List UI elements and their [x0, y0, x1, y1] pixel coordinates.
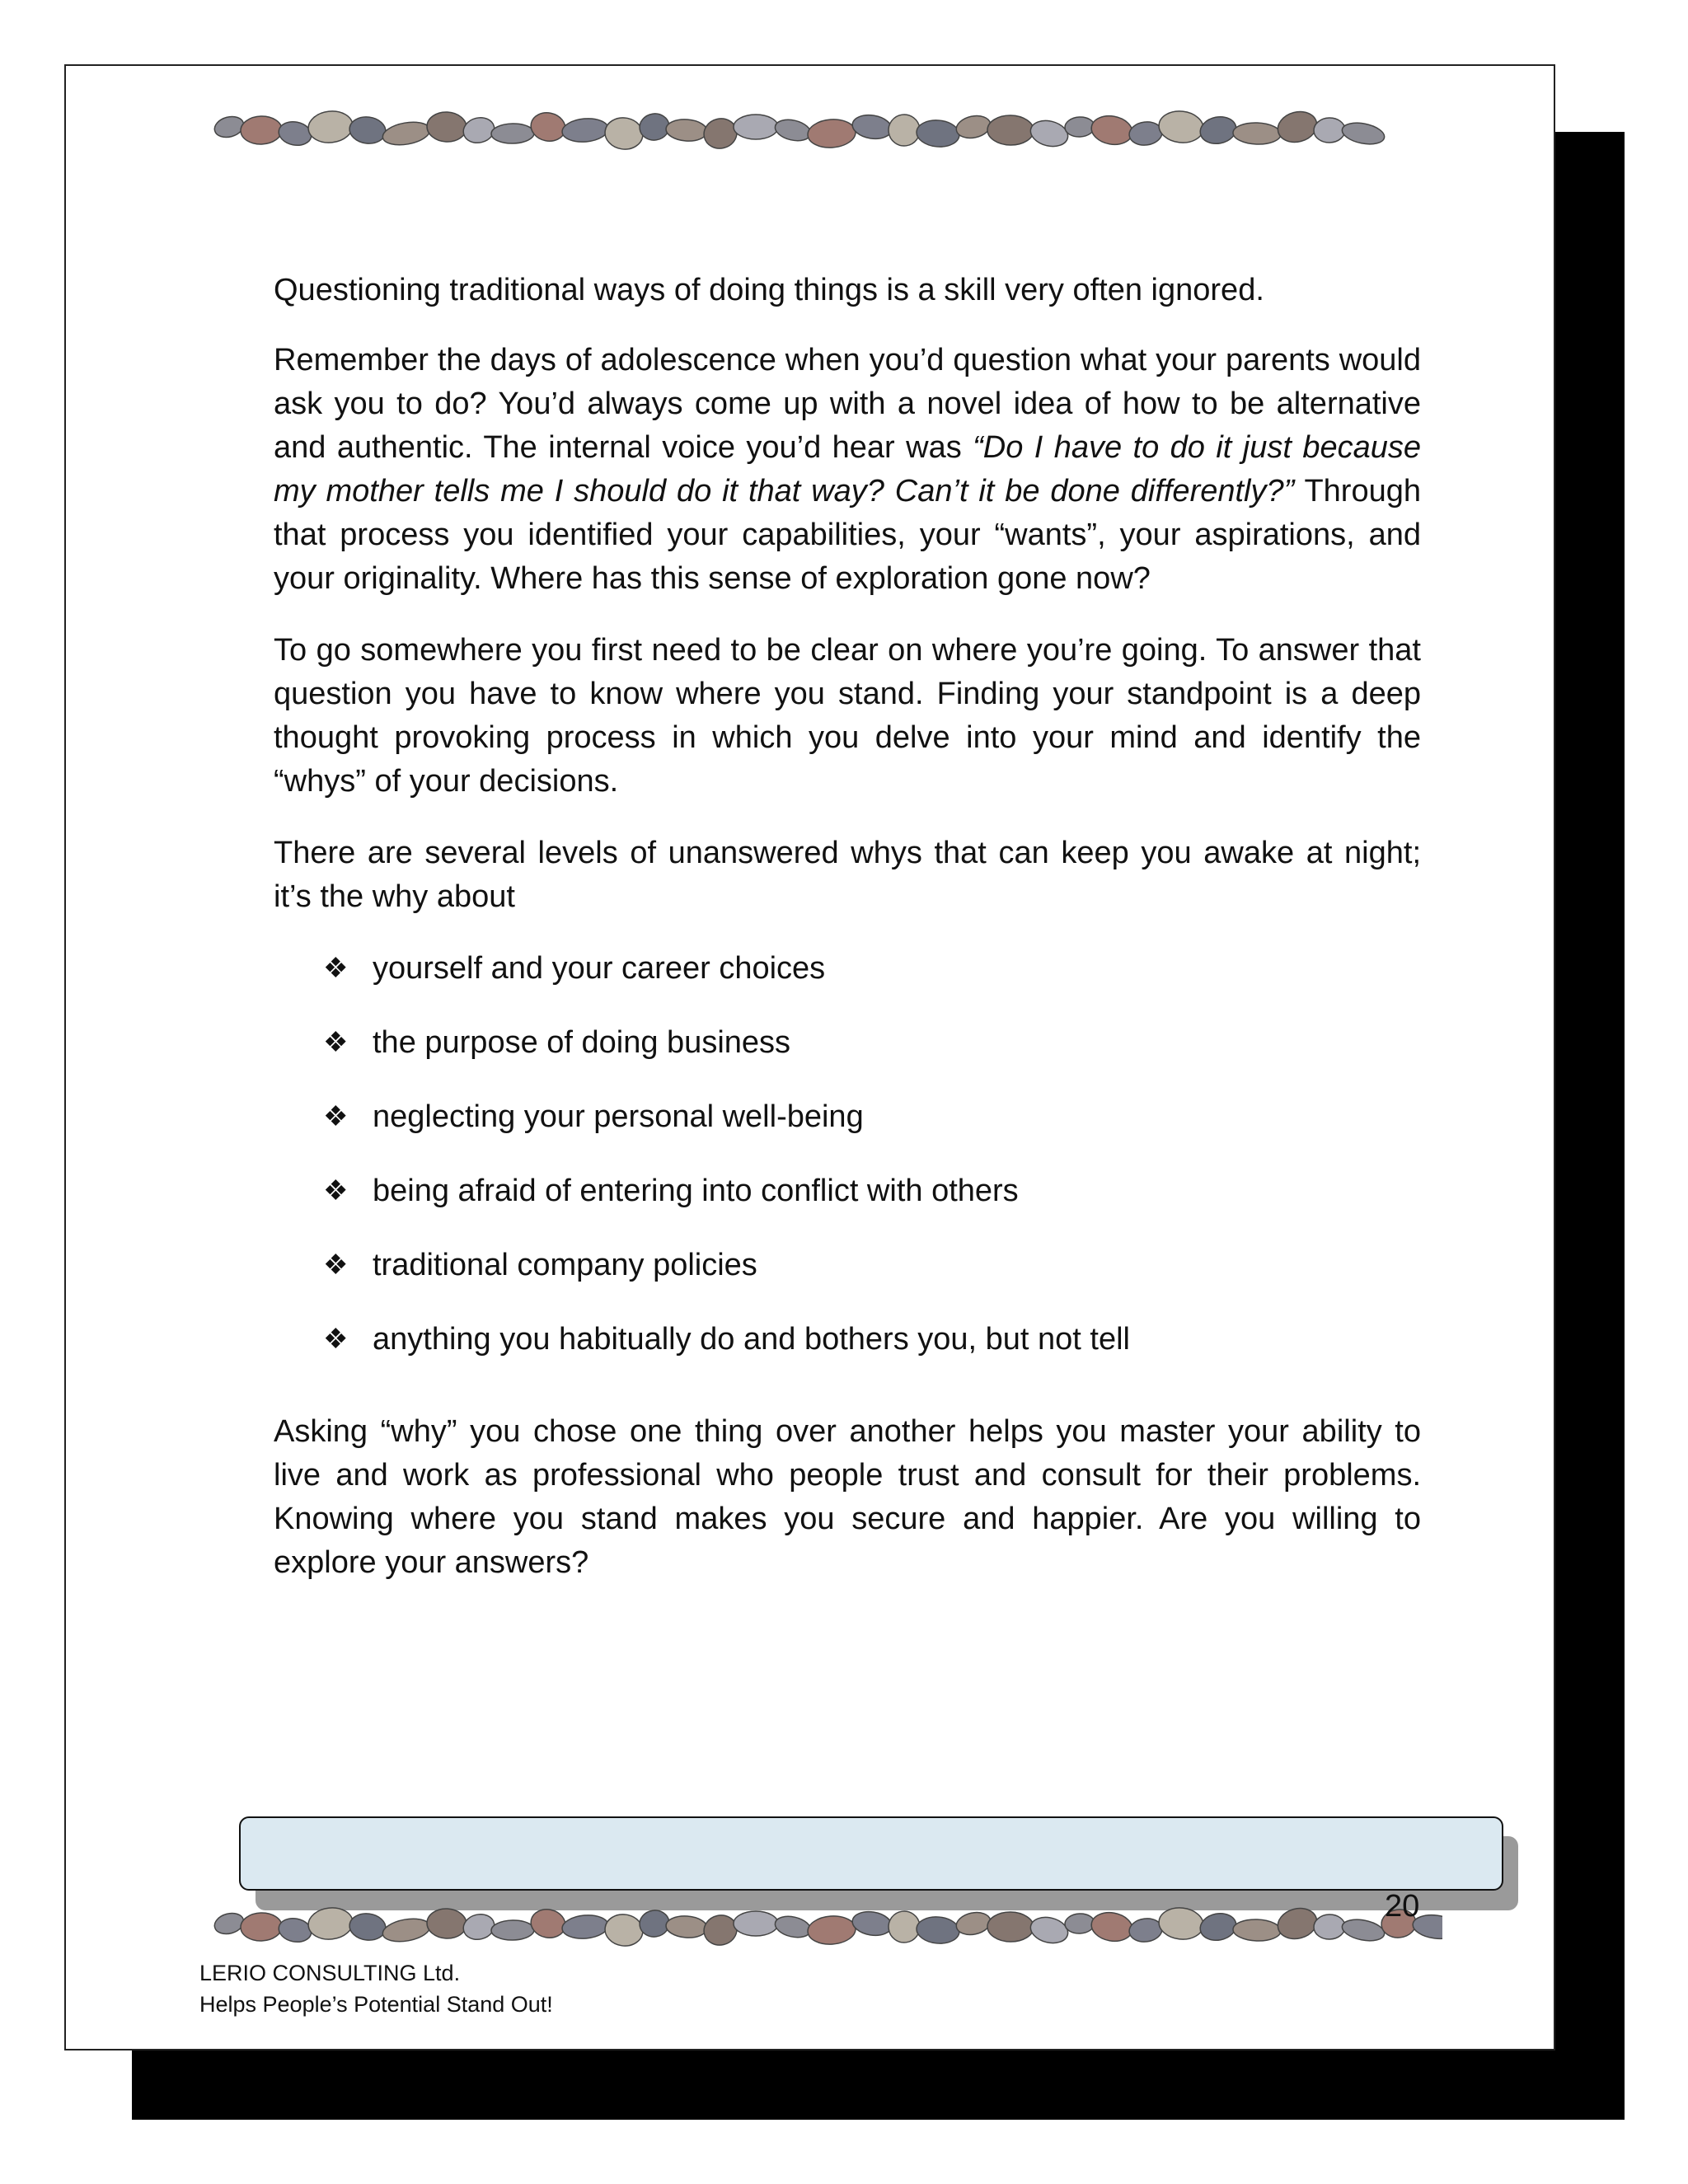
pebble [277, 119, 314, 148]
pebble [528, 110, 568, 144]
list-item-text: anything you habitually do and bothers you, but not tell [373, 1322, 1130, 1357]
pebble [240, 115, 282, 145]
pebble [851, 1909, 893, 1938]
pebble [426, 1908, 467, 1939]
footer-box [239, 1816, 1503, 1891]
pebble [734, 1911, 778, 1936]
paragraph-4: There are several levels of unanswered whys that can keep you awake at night; it’s the why about [274, 836, 1421, 914]
pebble [1064, 1913, 1095, 1934]
list-item [274, 1169, 1421, 1244]
pebble [954, 113, 992, 141]
body-text [274, 269, 1421, 1613]
pebble [528, 1906, 568, 1941]
pebble [1313, 117, 1345, 143]
pebble [665, 118, 708, 142]
pebble [987, 115, 1034, 146]
pebble [1198, 1910, 1238, 1943]
company-name: LERIO CONSULTING Ltd. [199, 1961, 461, 1985]
pebble [773, 116, 813, 143]
pebble [1340, 120, 1386, 147]
pebble [561, 1914, 609, 1941]
pebble [1028, 1914, 1071, 1947]
diamond-bullet-icon: ❖ [323, 1249, 349, 1281]
document-page [64, 64, 1555, 2050]
pebble [277, 1915, 314, 1944]
pebble [348, 1911, 387, 1942]
pebble [491, 124, 534, 144]
pebble [461, 115, 497, 146]
pebble [426, 111, 467, 143]
pebble [916, 119, 961, 148]
pebble [987, 1912, 1034, 1943]
pebble [307, 1905, 354, 1941]
pebble [1198, 114, 1238, 147]
pebble [1157, 1905, 1205, 1941]
pebble [1274, 1904, 1320, 1943]
list-item [274, 1021, 1421, 1095]
pebble [381, 119, 432, 148]
pebble [491, 1920, 534, 1941]
pebble-border-top [206, 99, 1401, 157]
pebble [1064, 116, 1095, 138]
paragraph-1: Questioning traditional ways of doing things is a skill very often ignored. [274, 273, 1264, 307]
pebble [1274, 107, 1320, 146]
company-tagline: Helps People’s Potential Stand Out! [199, 1992, 553, 2017]
list-item-text: neglecting your personal well-being [373, 1099, 864, 1134]
pebble-border-bottom [206, 1896, 1442, 1953]
paragraph-2-part-b: Through that process you identified your capabilities, your “wants”, your aspirations, and your originality. Where has this sense of exploration gone now? [274, 474, 1421, 596]
pebble [1340, 1916, 1386, 1943]
list-item-text: the purpose of doing business [373, 1025, 791, 1060]
pebble [603, 1912, 645, 1948]
pebble [1233, 1919, 1282, 1942]
pebble [734, 115, 778, 139]
pebble [1128, 120, 1163, 148]
pebble [807, 1915, 856, 1946]
pebble [1028, 117, 1071, 150]
pebble [461, 1911, 497, 1943]
pebble [665, 1915, 708, 1938]
pebble [1089, 113, 1134, 148]
diamond-bullet-icon: ❖ [323, 953, 349, 984]
paragraph-3: To go somewhere you first need to be clear on where you’re going. To answer that question you have to know where you stand. Finding your standpoint is a deep thought provoking process in which you delve into your mind and identify the “whys” of your decisions. [274, 633, 1421, 799]
pebble [954, 1910, 992, 1938]
pebble [348, 115, 387, 145]
pebble [851, 112, 893, 141]
diamond-bullet-icon: ❖ [323, 1101, 349, 1132]
list-item [274, 1095, 1421, 1169]
pebble [561, 117, 609, 144]
list-item [274, 1318, 1421, 1392]
page-number: 20 [1385, 1889, 1420, 1924]
pebble [1089, 1910, 1134, 1944]
pebble [1313, 1914, 1345, 1939]
pebble [603, 115, 645, 152]
pebble [381, 1915, 432, 1945]
paragraph-2-part-a: Remember the days of adolescence when you’d question what your parents would ask you to do? You’d always come up with a novel idea of how to be alternative and authentic. The internal voice you’d hear was [274, 343, 1421, 465]
list-item [274, 1244, 1421, 1318]
diamond-bullet-icon: ❖ [323, 1175, 349, 1207]
why-list [274, 947, 1421, 1392]
list-item-text: being afraid of entering into conflict with others [373, 1174, 1019, 1208]
list-item-text: traditional company policies [373, 1248, 757, 1282]
pebble [1157, 109, 1205, 144]
paragraph-5: Asking “why” you chose one thing over another helps you master your ability to live and work as professional who people trust and consult for their problems. Knowing where you stand makes you secure and happier. Are you willing to explore your answers? [274, 1414, 1421, 1580]
paragraph-2-quote: “Do I have to do it just because my mother tells me I should do it that way? Can’t it be done differently?” [274, 430, 1421, 509]
pebble [701, 1912, 739, 1948]
pebble [807, 118, 856, 149]
list-item-text: yourself and your career choices [373, 951, 826, 986]
pebble [701, 115, 739, 152]
pebble [773, 1913, 813, 1940]
pebble [1233, 122, 1282, 145]
list-item [274, 947, 1421, 1021]
paragraph-2 [274, 339, 1421, 601]
pebble [916, 1915, 961, 1945]
pebble [307, 109, 354, 144]
diamond-bullet-icon: ❖ [323, 1027, 349, 1058]
pebble [1128, 1917, 1163, 1944]
diamond-bullet-icon: ❖ [323, 1324, 349, 1355]
pebble [240, 1912, 282, 1942]
